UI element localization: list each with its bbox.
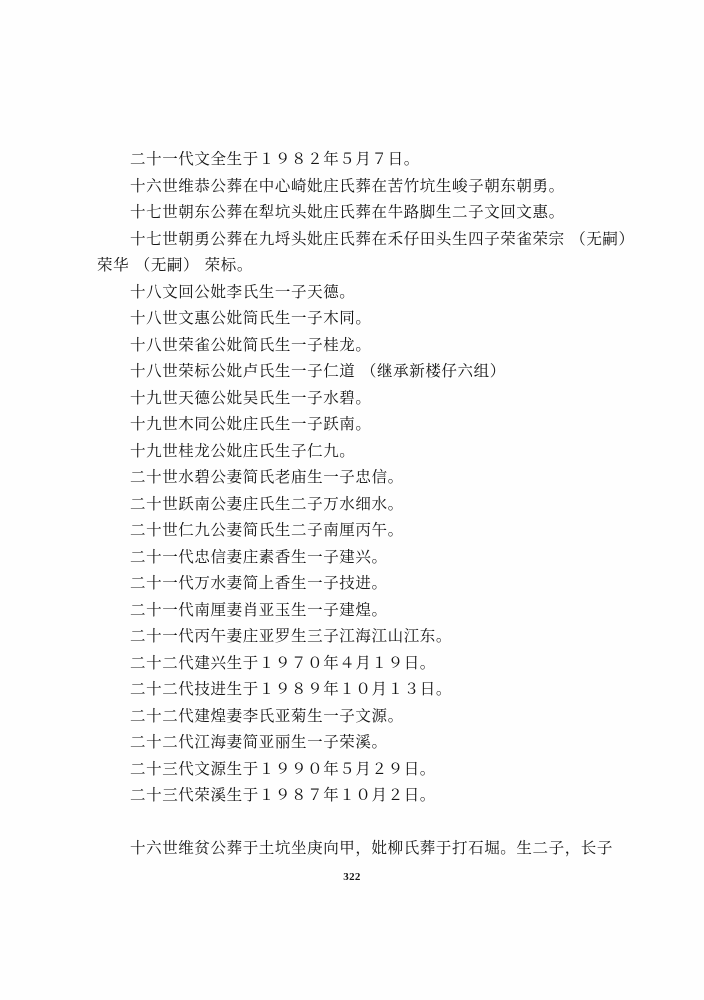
text-line: 十九世木同公妣庄氏生一子跃南。 bbox=[130, 415, 372, 433]
page-number: 322 bbox=[343, 871, 361, 883]
text-line: 二十一代万水妻简上香生一子技进。 bbox=[130, 574, 388, 592]
text-line: 二十一代文全生于１９８２年５月７日。 bbox=[130, 150, 420, 168]
text-line: 二十世水碧公妻简氏老庙生一子忠信。 bbox=[130, 468, 404, 486]
text-line: 二十二代建煌妻李氏亚菊生一子文源。 bbox=[130, 706, 404, 725]
text-body bbox=[97, 146, 667, 861]
text-line: 十八世荣标公妣卢氏生一子仁道 （继承新楼仔六组） bbox=[130, 362, 506, 380]
text-line: 二十三代文源生于１９９０年５月２９日。 bbox=[130, 759, 436, 778]
text-line: 二十一代南厘妻肖亚玉生一子建煌。 bbox=[130, 600, 388, 619]
text-line: 二十二代江海妻简亚丽生一子荣溪。 bbox=[130, 733, 388, 751]
text-line: 十六世维贫公葬于土坑坐庚向甲，妣柳氏葬于打石堀。生二子，长子 bbox=[130, 838, 614, 857]
text-line: 二十三代荣溪生于１９８７年１０月２日。 bbox=[130, 786, 436, 804]
text-line-continuation: 荣华 （无嗣） 荣标。 bbox=[97, 256, 253, 274]
text-line: 二十一代丙午妻庄亚罗生三子江海江山江东。 bbox=[130, 627, 453, 645]
text-line: 二十世跃南公妻庄氏生二子万水细水。 bbox=[130, 494, 404, 513]
text-line: 十八世文惠公妣筒氏生一子木同。 bbox=[130, 309, 372, 327]
text-line: 二十二代技进生于１９８９年１０月１３日。 bbox=[130, 680, 453, 698]
text-line: 十七世朝勇公葬在九埒头妣庄氏葬在禾仔田头生四子荣雀荣宗 （无嗣） bbox=[130, 229, 635, 248]
paragraph-gap bbox=[97, 809, 667, 835]
text-line: 二十一代忠信妻庄素香生一子建兴。 bbox=[130, 547, 388, 566]
text-line: 十六世维恭公葬在中心崎妣庄氏葬在苦竹坑生峻子朝东朝勇。 bbox=[130, 176, 565, 195]
text-line: 十七世朝东公葬在犁坑头妣庄氏葬在牛路脚生二子文回文惠。 bbox=[130, 203, 565, 221]
text-line: 十八世荣雀公妣简氏生一子桂龙。 bbox=[130, 335, 372, 354]
text-line: 二十世仁九公妻简氏生二子南厘丙午。 bbox=[130, 521, 404, 539]
text-line: 十九世桂龙公妣庄氏生子仁九。 bbox=[130, 441, 356, 460]
text-line: 十九世天德公妣吴氏生一子水碧。 bbox=[130, 388, 372, 407]
text-line: 二十二代建兴生于１９７０年４月１９日。 bbox=[130, 653, 436, 672]
text-line: 十八文回公妣李氏生一子天德。 bbox=[130, 282, 356, 301]
